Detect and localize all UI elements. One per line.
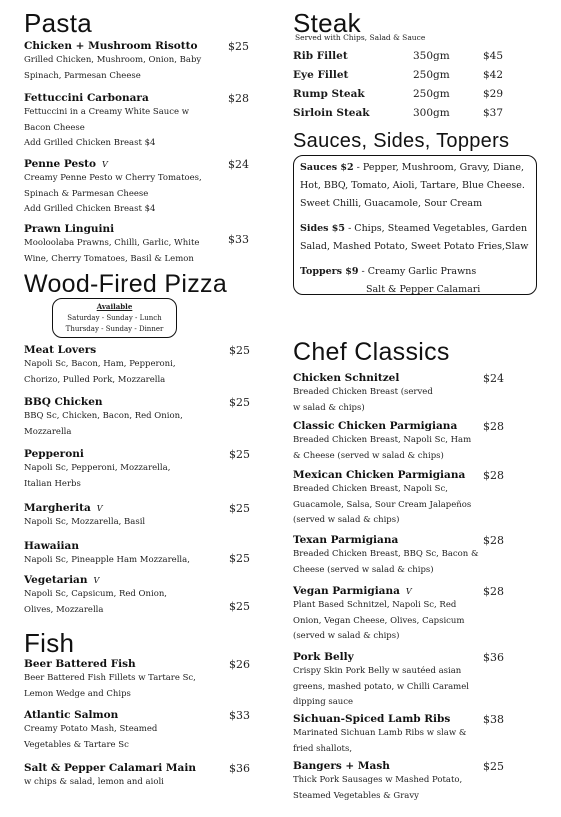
sides-label: Sides $5 [300,223,346,234]
item-price: $28 [483,420,504,433]
item-name-text: Chicken + Mushroom Risotto [24,40,198,52]
description-line: dipping sauce [293,697,354,707]
description-line: Add Grilled Chicken Breast $4 [24,204,156,214]
item-name [293,469,543,482]
pasta-heading: Pasta [24,8,92,38]
item-price: $28 [483,534,504,547]
description-line: Italian Herbs [24,478,81,489]
item-name-text: Chicken Schnitzel [293,372,400,384]
item-price: $25 [228,40,249,53]
description-line: Add Grilled Chicken Breast $4 [24,138,156,148]
item-name [293,760,543,773]
item-name [293,534,543,547]
toppers-text-2: Salt & Pepper Calamari [366,284,481,295]
menu-item [293,760,543,804]
menu-item [293,372,543,416]
description-line: Bacon Cheese [24,122,85,133]
item-price: $26 [229,658,250,671]
item-price: $28 [483,469,504,482]
item-price: $24 [483,372,504,385]
item-description [24,722,276,753]
description-line: Breaded Chicken Breast, BBQ Sc, Bacon & [293,549,479,559]
description-line: (served w salad & chips) [293,631,400,641]
description-line: Spinach, Parmesan Cheese [24,70,141,81]
item-price: $25 [229,396,250,409]
menu-item [293,469,543,529]
item-price: $24 [228,158,249,171]
steak-price: $45 [483,50,504,62]
description-line: Crispy Skin Pork Belly w sautéed asian [293,666,462,676]
description-line: (served w salad & chips) [293,515,400,525]
item-name-text: Meat Lovers [24,344,97,356]
item-description [24,775,276,791]
description-line: Breaded Chicken Breast, Napoli Sc, Ham [293,435,472,445]
availability-line: Saturday - Sunday - Lunch [67,313,162,322]
item-description [24,171,276,218]
vegetarian-tag: V [101,160,108,169]
description-line: Plant Based Schnitzel, Napoli Sc, Red [293,600,457,610]
steak-weight: 250gm [413,88,450,100]
menu-item [24,344,276,388]
item-name-text: Vegan Parmigiana [293,585,400,597]
item-price: $33 [228,233,249,246]
item-description [24,461,276,492]
steak-weight: 300gm [413,107,450,119]
menu-item [24,92,276,152]
description-line: Lemon Wedge and Chips [24,688,131,699]
description-line: Fettuccini in a Creamy White Sauce w [24,107,190,117]
steak-weight: 350gm [413,50,450,62]
item-price: $28 [228,92,249,105]
description-line: w chips & salad, lemon and aioli [24,777,164,787]
item-price: $25 [229,448,250,461]
sauces-heading: Sauces, Sides, Toppers [293,130,510,152]
menu-item [24,448,276,492]
sauces-label: Sauces $2 [300,162,354,173]
menu-item [24,540,276,569]
description-line: Creamy Potato Mash, Steamed [24,724,158,734]
item-name-text: Sichuan-Spiced Lamb Ribs [293,713,451,725]
item-price: $25 [483,760,504,773]
description-line: Steamed Vegetables & Gravy [293,790,419,801]
description-line: Breaded Chicken Breast, Napoli Sc, [293,484,448,494]
item-price: $25 [229,502,250,515]
item-description [293,433,543,464]
item-name-text: Mexican Chicken Parmigiana [293,469,466,481]
description-line: Napoli Sc, Pepperoni, Mozzarella, [24,463,171,473]
item-name-text: BBQ Chicken [24,396,103,408]
steak-name: Eye Fillet [293,69,349,81]
toppers-list: - Creamy Garlic Prawns [358,266,477,277]
item-name-text: Classic Chicken Parmigiana [293,420,458,432]
item-description [293,385,543,416]
description-line: greens, mashed potato, w Chilli Caramel [293,681,469,692]
item-name-text: Salt & Pepper Calamari Main [24,762,196,774]
item-price: $25 [229,552,250,565]
item-name-text: Fettuccini Carbonara [24,92,149,104]
item-price: $33 [229,709,250,722]
item-description [293,664,543,711]
steak-weight: 250gm [413,69,450,81]
description-line: Thick Pork Sausages w Mashed Potato, [293,775,463,785]
menu-item [24,658,276,702]
fish-heading: Fish [24,628,75,658]
item-name [293,713,543,726]
item-name-text: Prawn Linguini [24,223,115,235]
menu-item [24,40,276,84]
item-price: $25 [229,344,250,357]
item-name-text: Bangers + Mash [293,760,390,772]
item-name-text: Penne Pesto [24,158,96,170]
item-name-text: Pork Belly [293,651,354,663]
item-description [24,671,276,702]
sides-text [300,220,530,256]
pizza-heading: Wood-Fired Pizza [24,270,228,298]
item-description [24,105,276,152]
item-name-text: Atlantic Salmon [24,709,119,721]
description-line: Guacamole, Salsa, Sour Cream Jalapeños [293,499,472,510]
availability-box [52,298,177,338]
item-name-text: Texan Parmigiana [293,534,399,546]
sides-list: - Chips, Steamed Vegetables, Garden Salad, Mashed Potato, Sweet Potato Fries,Slaw [300,223,529,252]
description-line: Napoli Sc, Bacon, Ham, Pepperoni, [24,359,176,369]
item-description [293,726,543,757]
item-name [293,372,543,385]
description-line: Spinach & Parmesan Cheese [24,188,149,199]
item-price: $38 [483,713,504,726]
steak-price: $37 [483,107,504,119]
item-price: $25 [229,600,250,613]
steak-price: $42 [483,69,504,81]
vegetarian-tag: V [405,587,412,596]
menu-item [24,502,276,531]
description-line: Mooloolaba Prawns, Chilli, Garlic, White [24,238,200,248]
description-line: Napoli Sc, Capsicum, Red Onion, [24,589,168,599]
sauces-box [293,155,537,295]
vegetarian-tag: V [96,504,103,513]
item-description [293,773,543,804]
item-price: $36 [483,651,504,664]
item-name-text: Pepperoni [24,448,84,460]
item-name-text: Margherita [24,502,91,514]
description-line: Napoli Sc, Pineapple Ham Mozzarella, [24,555,190,565]
menu-item [293,651,543,711]
description-line: w salad & chips) [293,402,365,413]
item-description [24,409,276,440]
item-price: $28 [483,585,504,598]
chef-heading: Chef Classics [293,338,450,366]
item-description [293,482,543,529]
menu-item [24,158,276,218]
item-name-text: Vegetarian [24,574,88,586]
item-name [293,585,543,598]
description-line: & Cheese (served w salad & chips) [293,450,444,461]
menu-item [24,762,276,791]
steak-heading: Steak [293,8,361,38]
sauces-list: - Pepper, Mushroom, Gravy, Diane, Hot, BBQ, Tomato, Aioli, Tartare, Blue Cheese. Sweet Chilli, Guacamole, Sour Cream [300,162,525,209]
description-line: fried shallots, [293,743,353,754]
item-name [293,651,543,664]
item-name-text: Hawaiian [24,540,79,552]
description-line: Cheese (served w salad & chips) [293,564,434,575]
description-line: Napoli Sc, Mozzarella, Basil [24,517,146,527]
menu-item [293,713,543,757]
description-line: Marinated Sichuan Lamb Ribs w slaw & [293,728,467,738]
menu-item [24,396,276,440]
item-name [293,420,543,433]
item-name [24,574,276,587]
menu-item [24,223,276,267]
sauces-text [300,159,530,213]
item-description [293,547,543,578]
description-line: Grilled Chicken, Mushroom, Onion, Baby [24,55,202,65]
item-description [293,598,543,645]
toppers-label: Toppers $9 [300,266,359,277]
menu-item [293,534,543,578]
steak-name: Rump Steak [293,88,365,100]
menu-item [24,574,276,618]
description-line: BBQ Sc, Chicken, Bacon, Red Onion, [24,411,183,421]
description-line: Chorizo, Pulled Pork, Mozzarella [24,374,166,385]
description-line: Wine, Cherry Tomatoes, Basil & Lemon [24,253,194,264]
item-description [24,53,276,84]
description-line: Olives, Mozzarella [24,604,104,615]
item-description [24,515,276,531]
steak-name: Sirloin Steak [293,107,370,119]
description-line: Vegetables & Tartare Sc [24,739,129,750]
description-line: Breaded Chicken Breast (served [293,387,433,397]
item-price: $36 [229,762,250,775]
item-name-text: Beer Battered Fish [24,658,136,670]
menu-item [24,709,276,753]
description-line: Beer Battered Fish Fillets w Tartare Sc, [24,673,196,683]
description-line: Creamy Penne Pesto w Cherry Tomatoes, [24,173,202,183]
menu-item [293,585,543,645]
vegetarian-tag: V [93,576,100,585]
steak-name: Rib Fillet [293,50,348,62]
description-line: Mozzarella [24,426,72,437]
availability-line: Thursday - Sunday - Dinner [65,325,164,333]
steak-price: $29 [483,88,504,100]
menu-item [293,420,543,464]
item-description [24,357,276,388]
toppers-text [300,263,530,281]
steak-subtitle: Served with Chips, Salad & Sauce [295,33,426,42]
description-line: Onion, Vegan Cheese, Olives, Capsicum [293,615,465,626]
availability-title: Available [96,302,133,311]
